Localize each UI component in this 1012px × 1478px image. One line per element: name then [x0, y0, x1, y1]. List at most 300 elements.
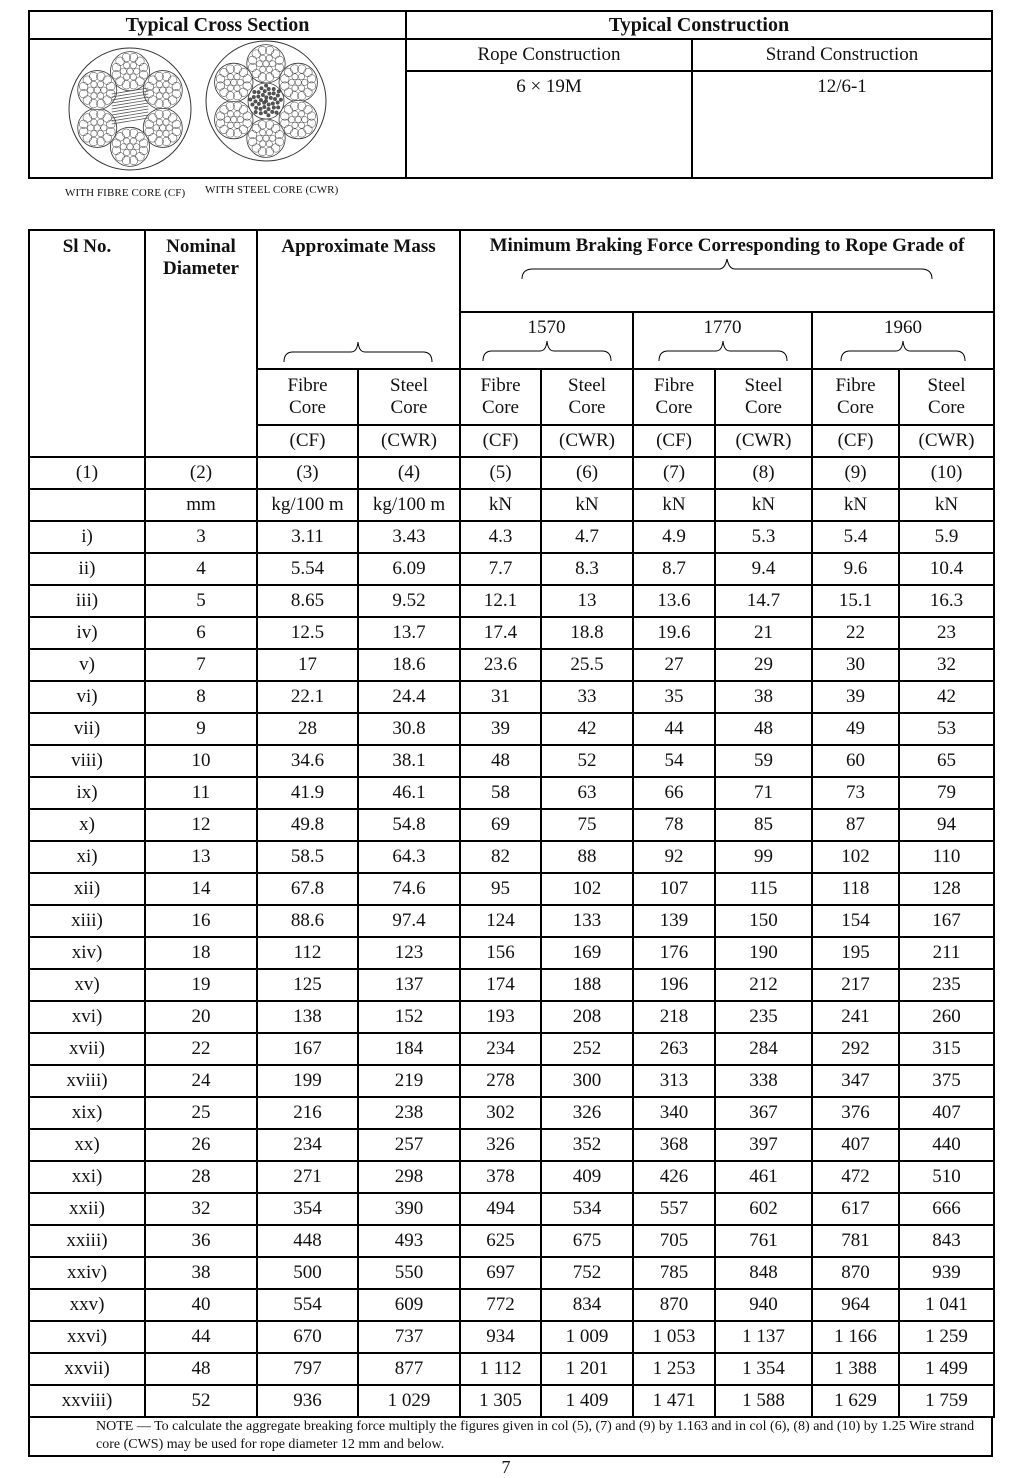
cell-mass-cwr: 238: [358, 1097, 460, 1129]
cell-mbf-1960-cf: 1 388: [812, 1353, 899, 1385]
grade-brace-icon: [521, 257, 933, 281]
cell-mbf-1770-cf: 870: [633, 1289, 715, 1321]
cell-mbf-1570-cf: 625: [460, 1225, 541, 1257]
cell-mbf-1960-cwr: 260: [899, 1001, 994, 1033]
cell-sl-no: x): [29, 809, 145, 841]
column-number: (8): [715, 457, 812, 489]
cf-abbr-header: (CF): [812, 425, 899, 457]
cell-mbf-1770-cf: 263: [633, 1033, 715, 1065]
column-unit: [29, 489, 145, 521]
approximate-mass-label: Approximate Mass: [281, 236, 436, 257]
cell-mbf-1570-cwr: 534: [541, 1193, 633, 1225]
min-braking-force-label: Minimum Braking Force Corresponding to Rope Grade of: [489, 235, 965, 256]
cell-mbf-1770-cf: 92: [633, 841, 715, 873]
grade-1770-label: 1770: [703, 317, 742, 338]
rope-construction-label: Rope Construction: [407, 40, 693, 70]
column-unit: kN: [460, 489, 541, 521]
table-row: [29, 1097, 994, 1129]
cell-mbf-1570-cwr: 75: [541, 809, 633, 841]
cell-nominal-diameter: 32: [145, 1193, 257, 1225]
cell-mbf-1960-cwr: 666: [899, 1193, 994, 1225]
table-row: [29, 713, 994, 745]
cell-mbf-1570-cf: 48: [460, 745, 541, 777]
cell-nominal-diameter: 14: [145, 873, 257, 905]
cell-mbf-1770-cwr: 397: [715, 1129, 812, 1161]
column-number: (7): [633, 457, 715, 489]
cell-mass-cwr: 46.1: [358, 777, 460, 809]
column-number: (3): [257, 457, 358, 489]
cell-mass-cf: 112: [257, 937, 358, 969]
column-number: (2): [145, 457, 257, 489]
column-number: (10): [899, 457, 994, 489]
cwr-abbr-header: (CWR): [358, 425, 460, 457]
column-unit: kN: [899, 489, 994, 521]
cell-mbf-1570-cwr: 1 201: [541, 1353, 633, 1385]
cell-mbf-1960-cf: 22: [812, 617, 899, 649]
cell-mbf-1570-cf: 174: [460, 969, 541, 1001]
grade-1570-brace-icon: [482, 339, 612, 363]
cell-mbf-1770-cf: 27: [633, 649, 715, 681]
rope-construction-value: 6 × 19M: [407, 72, 693, 177]
cell-mass-cf: 234: [257, 1129, 358, 1161]
cell-nominal-diameter: 3: [145, 521, 257, 553]
cell-mass-cf: 28: [257, 713, 358, 745]
cell-mass-cwr: 18.6: [358, 649, 460, 681]
cell-mbf-1770-cf: 368: [633, 1129, 715, 1161]
cell-mbf-1570-cf: 58: [460, 777, 541, 809]
cell-mass-cwr: 6.09: [358, 553, 460, 585]
cell-mbf-1770-cwr: 1 588: [715, 1385, 812, 1417]
strand-construction-value: 12/6-1: [817, 76, 867, 97]
cell-sl-no: xiv): [29, 937, 145, 969]
cell-mass-cwr: 493: [358, 1225, 460, 1257]
cf-abbr-header: (CF): [633, 425, 715, 457]
cell-sl-no: xv): [29, 969, 145, 1001]
cell-mass-cf: 216: [257, 1097, 358, 1129]
cell-mass-cf: 12.5: [257, 617, 358, 649]
cell-mbf-1570-cwr: 133: [541, 905, 633, 937]
cell-mbf-1570-cwr: 88: [541, 841, 633, 873]
cell-mbf-1570-cwr: 42: [541, 713, 633, 745]
rope-properties-table: [28, 229, 995, 1418]
grade-1960-brace-icon: [840, 339, 966, 363]
cell-mbf-1570-cf: 31: [460, 681, 541, 713]
cell-mbf-1770-cwr: 150: [715, 905, 812, 937]
cell-mbf-1770-cf: 4.9: [633, 521, 715, 553]
table-row: [29, 873, 994, 905]
cell-nominal-diameter: 44: [145, 1321, 257, 1353]
cell-mbf-1960-cwr: 843: [899, 1225, 994, 1257]
cell-mass-cf: 8.65: [257, 585, 358, 617]
cell-mbf-1570-cwr: 1 409: [541, 1385, 633, 1417]
cell-mbf-1570-cwr: 300: [541, 1065, 633, 1097]
steel-core-header: Steel Core: [715, 369, 812, 425]
cell-mbf-1570-cf: 156: [460, 937, 541, 969]
cell-nominal-diameter: 19: [145, 969, 257, 1001]
column-number: (6): [541, 457, 633, 489]
header-nominal-diameter: Nominal Diameter: [145, 230, 257, 457]
cell-sl-no: xvi): [29, 1001, 145, 1033]
cell-mbf-1770-cwr: 602: [715, 1193, 812, 1225]
page-number: 7: [501, 1457, 511, 1477]
cell-sl-no: vii): [29, 713, 145, 745]
cell-mbf-1960-cf: 39: [812, 681, 899, 713]
cell-nominal-diameter: 40: [145, 1289, 257, 1321]
cell-mbf-1960-cf: 60: [812, 745, 899, 777]
cell-sl-no: xviii): [29, 1065, 145, 1097]
table-row: [29, 937, 994, 969]
cell-mass-cf: 67.8: [257, 873, 358, 905]
cross-section-panel: [30, 12, 407, 199]
cell-mbf-1960-cf: 49: [812, 713, 899, 745]
cell-mbf-1770-cf: 1 253: [633, 1353, 715, 1385]
cell-mbf-1570-cwr: 52: [541, 745, 633, 777]
cell-nominal-diameter: 52: [145, 1385, 257, 1417]
cell-mbf-1770-cwr: 71: [715, 777, 812, 809]
cell-mbf-1770-cwr: 21: [715, 617, 812, 649]
cell-mass-cf: 554: [257, 1289, 358, 1321]
cell-mbf-1570-cf: 1 112: [460, 1353, 541, 1385]
column-number: (1): [29, 457, 145, 489]
cell-mbf-1770-cwr: 940: [715, 1289, 812, 1321]
cell-mass-cwr: 64.3: [358, 841, 460, 873]
cell-mbf-1570-cf: 302: [460, 1097, 541, 1129]
strand-construction-label: Strand Construction: [765, 44, 919, 65]
cell-mbf-1570-cwr: 834: [541, 1289, 633, 1321]
table-row: [29, 1129, 994, 1161]
cell-sl-no: iv): [29, 617, 145, 649]
table-row: [29, 585, 994, 617]
cell-mass-cwr: 1 029: [358, 1385, 460, 1417]
cell-mbf-1960-cwr: 1 259: [899, 1321, 994, 1353]
cell-mass-cf: 88.6: [257, 905, 358, 937]
grade-1570-header: [460, 312, 633, 369]
cell-mbf-1960-cf: 617: [812, 1193, 899, 1225]
cell-mbf-1960-cwr: 128: [899, 873, 994, 905]
column-unit: kg/100 m: [257, 489, 358, 521]
table-row: [29, 841, 994, 873]
cwr-abbr-header: (CWR): [715, 425, 812, 457]
cell-mbf-1960-cwr: 235: [899, 969, 994, 1001]
table-row: [29, 1289, 994, 1321]
cell-mbf-1770-cf: 66: [633, 777, 715, 809]
header-min-braking-force: [460, 230, 994, 312]
cell-mbf-1960-cwr: 5.9: [899, 521, 994, 553]
cell-mbf-1770-cf: 44: [633, 713, 715, 745]
cell-sl-no: i): [29, 521, 145, 553]
cell-mass-cf: 34.6: [257, 745, 358, 777]
cell-mass-cwr: 877: [358, 1353, 460, 1385]
cell-mbf-1960-cf: 781: [812, 1225, 899, 1257]
table-row: [29, 1033, 994, 1065]
cell-nominal-diameter: 24: [145, 1065, 257, 1097]
cell-mass-cwr: 30.8: [358, 713, 460, 745]
cell-mbf-1570-cf: 378: [460, 1161, 541, 1193]
cell-mbf-1960-cwr: 510: [899, 1161, 994, 1193]
table-row: [29, 553, 994, 585]
cell-mass-cf: 500: [257, 1257, 358, 1289]
cell-mass-cwr: 3.43: [358, 521, 460, 553]
construction-header: Typical Construction: [407, 12, 991, 40]
cell-mbf-1770-cf: 785: [633, 1257, 715, 1289]
table-row: [29, 617, 994, 649]
cell-mass-cwr: 54.8: [358, 809, 460, 841]
cell-mbf-1960-cwr: 65: [899, 745, 994, 777]
cell-mbf-1770-cf: 196: [633, 969, 715, 1001]
cell-mbf-1770-cwr: 461: [715, 1161, 812, 1193]
cell-mbf-1960-cwr: 440: [899, 1129, 994, 1161]
cell-mbf-1770-cf: 705: [633, 1225, 715, 1257]
cell-mbf-1960-cf: 195: [812, 937, 899, 969]
cell-mbf-1770-cf: 54: [633, 745, 715, 777]
rope-cross-section-diagram: [30, 40, 403, 179]
cell-mbf-1770-cf: 107: [633, 873, 715, 905]
cell-sl-no: xxi): [29, 1161, 145, 1193]
cell-mbf-1570-cwr: 169: [541, 937, 633, 969]
cell-mbf-1960-cf: 407: [812, 1129, 899, 1161]
cross-section-illustrations: [30, 40, 405, 199]
cell-sl-no: xxv): [29, 1289, 145, 1321]
cell-mass-cf: 41.9: [257, 777, 358, 809]
fibre-core-header: Fibre Core: [460, 369, 541, 425]
cross-section-header: Typical Cross Section: [30, 12, 405, 40]
cell-mbf-1570-cwr: 13: [541, 585, 633, 617]
cell-mass-cf: 17: [257, 649, 358, 681]
cell-mbf-1570-cf: 23.6: [460, 649, 541, 681]
cell-nominal-diameter: 18: [145, 937, 257, 969]
cf-abbr-header: (CF): [257, 425, 358, 457]
cell-mass-cwr: 550: [358, 1257, 460, 1289]
cell-mbf-1770-cwr: 14.7: [715, 585, 812, 617]
cell-sl-no: xx): [29, 1129, 145, 1161]
cell-mbf-1960-cf: 376: [812, 1097, 899, 1129]
grade-1770-header: [633, 312, 812, 369]
cell-sl-no: xiii): [29, 905, 145, 937]
cell-sl-no: xii): [29, 873, 145, 905]
cell-mass-cf: 670: [257, 1321, 358, 1353]
cell-mass-cwr: 97.4: [358, 905, 460, 937]
cell-mbf-1770-cf: 218: [633, 1001, 715, 1033]
cwr-abbr-header: (CWR): [899, 425, 994, 457]
cell-mbf-1960-cwr: 315: [899, 1033, 994, 1065]
cell-sl-no: v): [29, 649, 145, 681]
cell-nominal-diameter: 7: [145, 649, 257, 681]
cell-mbf-1960-cwr: 94: [899, 809, 994, 841]
cell-mbf-1960-cf: 73: [812, 777, 899, 809]
cell-sl-no: viii): [29, 745, 145, 777]
cell-sl-no: xxvi): [29, 1321, 145, 1353]
cell-sl-no: xxiii): [29, 1225, 145, 1257]
column-number: (5): [460, 457, 541, 489]
cell-mbf-1960-cf: 9.6: [812, 553, 899, 585]
column-unit: mm: [145, 489, 257, 521]
cell-mbf-1770-cwr: 59: [715, 745, 812, 777]
cell-mbf-1960-cf: 870: [812, 1257, 899, 1289]
cell-mass-cwr: 123: [358, 937, 460, 969]
cell-nominal-diameter: 10: [145, 745, 257, 777]
cell-mbf-1570-cwr: 8.3: [541, 553, 633, 585]
cell-mass-cf: 199: [257, 1065, 358, 1097]
table-row: [29, 1385, 994, 1417]
cell-mbf-1770-cwr: 5.3: [715, 521, 812, 553]
cell-mbf-1960-cwr: 53: [899, 713, 994, 745]
cell-nominal-diameter: 28: [145, 1161, 257, 1193]
cell-mbf-1770-cwr: 367: [715, 1097, 812, 1129]
cell-mbf-1770-cwr: 115: [715, 873, 812, 905]
fibre-core-header: Fibre Core: [633, 369, 715, 425]
cell-mbf-1570-cwr: 1 009: [541, 1321, 633, 1353]
cell-sl-no: xix): [29, 1097, 145, 1129]
cell-mass-cwr: 9.52: [358, 585, 460, 617]
cell-mbf-1570-cf: 7.7: [460, 553, 541, 585]
cell-mbf-1770-cwr: 9.4: [715, 553, 812, 585]
cell-nominal-diameter: 20: [145, 1001, 257, 1033]
cell-mbf-1770-cf: 8.7: [633, 553, 715, 585]
cell-nominal-diameter: 13: [145, 841, 257, 873]
cell-mbf-1570-cf: 193: [460, 1001, 541, 1033]
cell-sl-no: iii): [29, 585, 145, 617]
mass-brace-icon: [283, 340, 433, 364]
cell-mbf-1570-cf: 326: [460, 1129, 541, 1161]
cell-mass-cf: 58.5: [257, 841, 358, 873]
cell-mbf-1770-cwr: 85: [715, 809, 812, 841]
cell-mbf-1770-cwr: 48: [715, 713, 812, 745]
cell-mbf-1570-cwr: 188: [541, 969, 633, 1001]
cell-mbf-1770-cf: 176: [633, 937, 715, 969]
cell-mass-cwr: 74.6: [358, 873, 460, 905]
table-row: [29, 649, 994, 681]
header-sl-no: Sl No.: [29, 230, 145, 457]
cell-mbf-1960-cwr: 42: [899, 681, 994, 713]
fibre-core-header: Fibre Core: [812, 369, 899, 425]
cell-mass-cf: 271: [257, 1161, 358, 1193]
cell-nominal-diameter: 22: [145, 1033, 257, 1065]
construction-summary-table: [28, 10, 993, 199]
cell-mass-cwr: 298: [358, 1161, 460, 1193]
cell-nominal-diameter: 26: [145, 1129, 257, 1161]
column-number: (9): [812, 457, 899, 489]
cell-mbf-1960-cwr: 79: [899, 777, 994, 809]
cell-mbf-1570-cf: 69: [460, 809, 541, 841]
cell-mbf-1770-cwr: 848: [715, 1257, 812, 1289]
cell-mass-cf: 448: [257, 1225, 358, 1257]
cell-mass-cwr: 184: [358, 1033, 460, 1065]
cell-mbf-1770-cwr: 761: [715, 1225, 812, 1257]
cell-mbf-1570-cwr: 63: [541, 777, 633, 809]
cell-nominal-diameter: 11: [145, 777, 257, 809]
cell-mbf-1770-cwr: 29: [715, 649, 812, 681]
cell-nominal-diameter: 8: [145, 681, 257, 713]
column-unit: kN: [715, 489, 812, 521]
cell-mbf-1570-cwr: 409: [541, 1161, 633, 1193]
cell-mass-cwr: 219: [358, 1065, 460, 1097]
cell-mbf-1570-cwr: 25.5: [541, 649, 633, 681]
cell-mass-cwr: 390: [358, 1193, 460, 1225]
cell-mbf-1570-cwr: 252: [541, 1033, 633, 1065]
cell-mbf-1960-cwr: 10.4: [899, 553, 994, 585]
cell-mass-cf: 125: [257, 969, 358, 1001]
cell-mbf-1570-cf: 17.4: [460, 617, 541, 649]
cell-mbf-1570-cf: 234: [460, 1033, 541, 1065]
cell-mbf-1770-cf: 78: [633, 809, 715, 841]
table-row: [29, 1193, 994, 1225]
cell-mbf-1770-cwr: 212: [715, 969, 812, 1001]
cell-mbf-1960-cwr: 167: [899, 905, 994, 937]
cell-nominal-diameter: 4: [145, 553, 257, 585]
cell-mbf-1960-cf: 87: [812, 809, 899, 841]
cell-sl-no: xvii): [29, 1033, 145, 1065]
cell-nominal-diameter: 38: [145, 1257, 257, 1289]
cell-mbf-1570-cwr: 18.8: [541, 617, 633, 649]
table-row: [29, 1001, 994, 1033]
cell-mbf-1960-cf: 964: [812, 1289, 899, 1321]
cell-mbf-1770-cf: 426: [633, 1161, 715, 1193]
cell-mbf-1770-cf: 35: [633, 681, 715, 713]
cell-mbf-1570-cwr: 102: [541, 873, 633, 905]
cell-mbf-1960-cf: 154: [812, 905, 899, 937]
cell-nominal-diameter: 12: [145, 809, 257, 841]
steel-core-header: Steel Core: [358, 369, 460, 425]
cf-abbr-header: (CF): [460, 425, 541, 457]
cell-mbf-1960-cf: 15.1: [812, 585, 899, 617]
cell-mbf-1770-cwr: 1 137: [715, 1321, 812, 1353]
cell-mbf-1960-cwr: 1 499: [899, 1353, 994, 1385]
cell-mbf-1770-cf: 1 471: [633, 1385, 715, 1417]
cell-mbf-1960-cwr: 16.3: [899, 585, 994, 617]
cell-mbf-1960-cwr: 32: [899, 649, 994, 681]
grade-1960-label: 1960: [884, 317, 923, 338]
cell-mass-cf: 138: [257, 1001, 358, 1033]
cell-mbf-1960-cf: 5.4: [812, 521, 899, 553]
cell-mbf-1570-cwr: 4.7: [541, 521, 633, 553]
steel-core-header: Steel Core: [899, 369, 994, 425]
cell-mass-cf: 3.11: [257, 521, 358, 553]
table-row: [29, 521, 994, 553]
cwr-abbr-header: (CWR): [541, 425, 633, 457]
cell-nominal-diameter: 25: [145, 1097, 257, 1129]
grade-1570-label: 1570: [527, 317, 566, 338]
construction-panel: [407, 12, 991, 177]
cell-mass-cf: 167: [257, 1033, 358, 1065]
cell-nominal-diameter: 16: [145, 905, 257, 937]
cell-mass-cwr: 137: [358, 969, 460, 1001]
table-row: [29, 969, 994, 1001]
table-row: [29, 1353, 994, 1385]
cell-mbf-1770-cf: 557: [633, 1193, 715, 1225]
cell-nominal-diameter: 5: [145, 585, 257, 617]
cell-mbf-1770-cwr: 284: [715, 1033, 812, 1065]
table-row: [29, 1161, 994, 1193]
cell-mass-cf: 22.1: [257, 681, 358, 713]
cell-mass-cf: 354: [257, 1193, 358, 1225]
cell-mbf-1960-cf: 118: [812, 873, 899, 905]
fibre-core-caption: WITH FIBRE CORE (CF): [65, 187, 186, 199]
cell-mbf-1960-cf: 1 629: [812, 1385, 899, 1417]
cell-nominal-diameter: 36: [145, 1225, 257, 1257]
table-row: [29, 1225, 994, 1257]
cell-mbf-1570-cf: 82: [460, 841, 541, 873]
cell-mass-cwr: 152: [358, 1001, 460, 1033]
cell-mbf-1570-cwr: 752: [541, 1257, 633, 1289]
column-unit: kN: [633, 489, 715, 521]
cell-mbf-1770-cf: 19.6: [633, 617, 715, 649]
cell-mbf-1770-cf: 1 053: [633, 1321, 715, 1353]
cell-mbf-1570-cf: 124: [460, 905, 541, 937]
cell-mbf-1770-cwr: 1 354: [715, 1353, 812, 1385]
cell-mbf-1770-cf: 139: [633, 905, 715, 937]
cell-mbf-1960-cf: 217: [812, 969, 899, 1001]
cell-mbf-1770-cwr: 38: [715, 681, 812, 713]
